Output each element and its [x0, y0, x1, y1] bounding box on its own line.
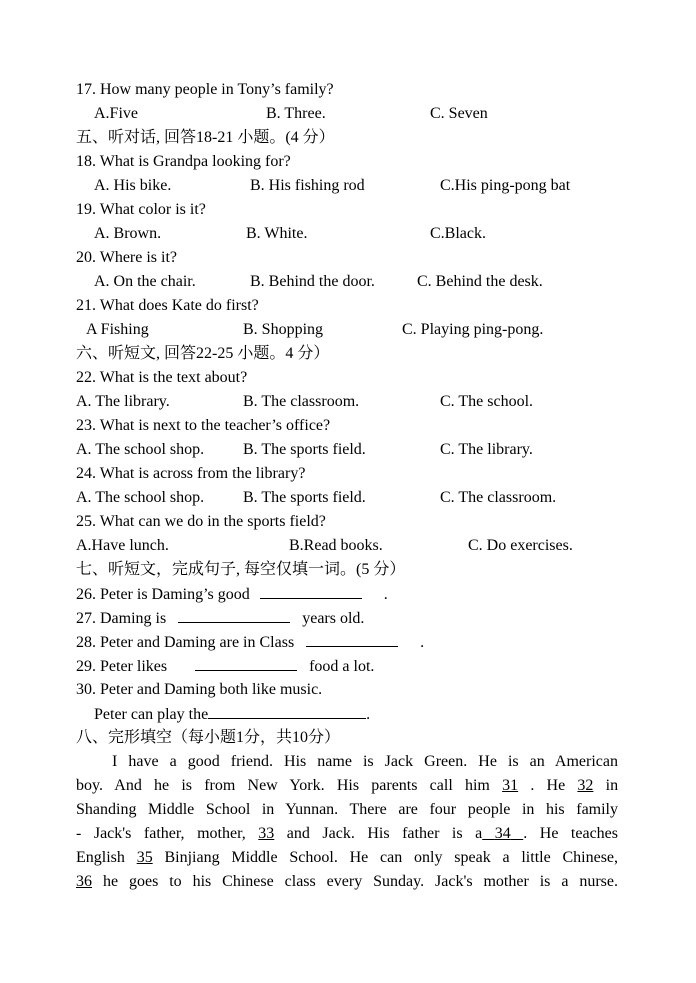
- passage-line-2: [76, 774, 618, 798]
- q17-option-c: C. Seven: [430, 105, 488, 122]
- blank-34[interactable]: [482, 825, 523, 842]
- q23-option-b: B. The sports field.: [243, 441, 366, 458]
- q20-option-a: A. On the chair.: [94, 273, 196, 290]
- q29-prefix: 29. Peter likes: [76, 658, 168, 675]
- q29-line: [76, 656, 374, 676]
- q23-option-c: C. The library.: [440, 441, 533, 458]
- section-6-heading: 六、听短文, 回答22-25 小题。4 分）: [76, 345, 330, 362]
- passage-line-3: Shanding Middle School in Yunnan. There are four people in his family: [76, 801, 618, 818]
- passage-text: in: [605, 777, 619, 794]
- q24-option-c: C. The classroom.: [440, 489, 557, 506]
- q20-stem: 20. Where is it?: [76, 249, 178, 266]
- passage-text: Binjiang Middle School. He can only speak a little Chinese,: [164, 849, 619, 866]
- q17-option-b: B. Three.: [266, 105, 326, 122]
- q21-option-c: C. Playing ping-pong.: [402, 321, 544, 338]
- blank-31[interactable]: 31: [502, 777, 519, 794]
- passage-line-4: [76, 822, 618, 846]
- q29-suffix: food a lot.: [309, 658, 375, 675]
- q27-suffix: years old.: [302, 610, 365, 627]
- section-5-heading: 五、听对话, 回答18-21 小题。(4 分）: [76, 129, 335, 146]
- q19-option-c: C.Black.: [430, 225, 486, 242]
- q29-answer-blank[interactable]: [195, 656, 297, 671]
- q26-suffix: .: [383, 586, 388, 603]
- passage-text: - Jack's father, mother,: [76, 825, 246, 842]
- q20-option-b: B. Behind the door.: [250, 273, 375, 290]
- q22-option-c: C. The school.: [440, 393, 534, 410]
- q30-line-2: [94, 704, 370, 724]
- q25-option-a: A.Have lunch.: [76, 537, 169, 554]
- q28-suffix: .: [420, 634, 425, 651]
- q28-answer-blank[interactable]: [306, 632, 398, 647]
- blank-34-number: 34: [494, 825, 511, 842]
- q30-suffix: .: [366, 706, 371, 723]
- passage-text: and Jack. His father is a: [286, 825, 483, 842]
- q19-option-a: A. Brown.: [94, 225, 162, 242]
- q23-stem: 23. What is next to the teacher’s office?: [76, 417, 331, 434]
- q25-option-c: C. Do exercises.: [468, 537, 573, 554]
- q18-option-a: A. His bike.: [94, 177, 172, 194]
- passage-line-1: I have a good friend. His name is Jack Green. He is an American: [112, 753, 618, 770]
- q21-option-b: B. Shopping: [243, 321, 324, 338]
- q21-option-a: A Fishing: [86, 321, 149, 338]
- q26-line: [76, 584, 388, 604]
- q24-option-a: A. The school shop.: [76, 489, 205, 506]
- q28-line: [76, 632, 424, 652]
- blank-32[interactable]: 32: [577, 777, 594, 794]
- q18-option-c: C.His ping-pong bat: [440, 177, 571, 194]
- section-8-heading: 八、完形填空（每小题1分，共10分）: [76, 729, 341, 746]
- passage-line-6: [76, 870, 618, 894]
- q22-option-a: A. The library.: [76, 393, 170, 410]
- q25-stem: 25. What can we do in the sports field?: [76, 513, 326, 530]
- q26-answer-blank[interactable]: [260, 584, 362, 599]
- q23-option-a: A. The school shop.: [76, 441, 205, 458]
- passage-text: he goes to his Chinese class every Sunday. Jack's mother is a nurse.: [102, 873, 619, 890]
- blank-33[interactable]: 33: [258, 825, 275, 842]
- q30-line-1: 30. Peter and Daming both like music.: [76, 681, 323, 698]
- q19-option-b: B. White.: [246, 225, 308, 242]
- q25-option-b: B.Read books.: [289, 537, 383, 554]
- q19-stem: 19. What color is it?: [76, 201, 206, 218]
- section-7-heading: 七、听短文，完成句子, 每空仅填一词。(5 分）: [76, 561, 406, 578]
- q28-prefix: 28. Peter and Daming are in Class: [76, 634, 295, 651]
- blank-36[interactable]: 36: [76, 873, 92, 890]
- q24-option-b: B. The sports field.: [243, 489, 366, 506]
- blank-35[interactable]: 35: [136, 849, 153, 866]
- q18-stem: 18. What is Grandpa looking for?: [76, 153, 291, 170]
- q17-stem: 17. How many people in Tony’s family?: [76, 81, 334, 98]
- passage-text: English: [76, 849, 125, 866]
- q20-option-c: C. Behind the desk.: [417, 273, 543, 290]
- q24-stem: 24. What is across from the library?: [76, 465, 306, 482]
- q26-prefix: 26. Peter is Daming’s good: [76, 586, 250, 603]
- passage-text: . He: [530, 777, 566, 794]
- q22-option-b: B. The classroom.: [243, 393, 360, 410]
- q27-answer-blank[interactable]: [178, 608, 290, 623]
- q27-prefix: 27. Daming is: [76, 610, 167, 627]
- q21-stem: 21. What does Kate do first?: [76, 297, 259, 314]
- q18-option-b: B. His fishing rod: [250, 177, 365, 194]
- passage-text: boy. And he is from New York. His parents call him: [76, 777, 490, 794]
- q27-line: [76, 608, 364, 628]
- q22-stem: 22. What is the text about?: [76, 369, 248, 386]
- q30-answer-blank[interactable]: [208, 704, 366, 719]
- q30-prefix: Peter can play the: [94, 706, 209, 723]
- passage-text: . He teaches: [523, 825, 619, 842]
- q17-option-a: A.Five: [94, 105, 138, 122]
- passage-line-5: [76, 846, 618, 870]
